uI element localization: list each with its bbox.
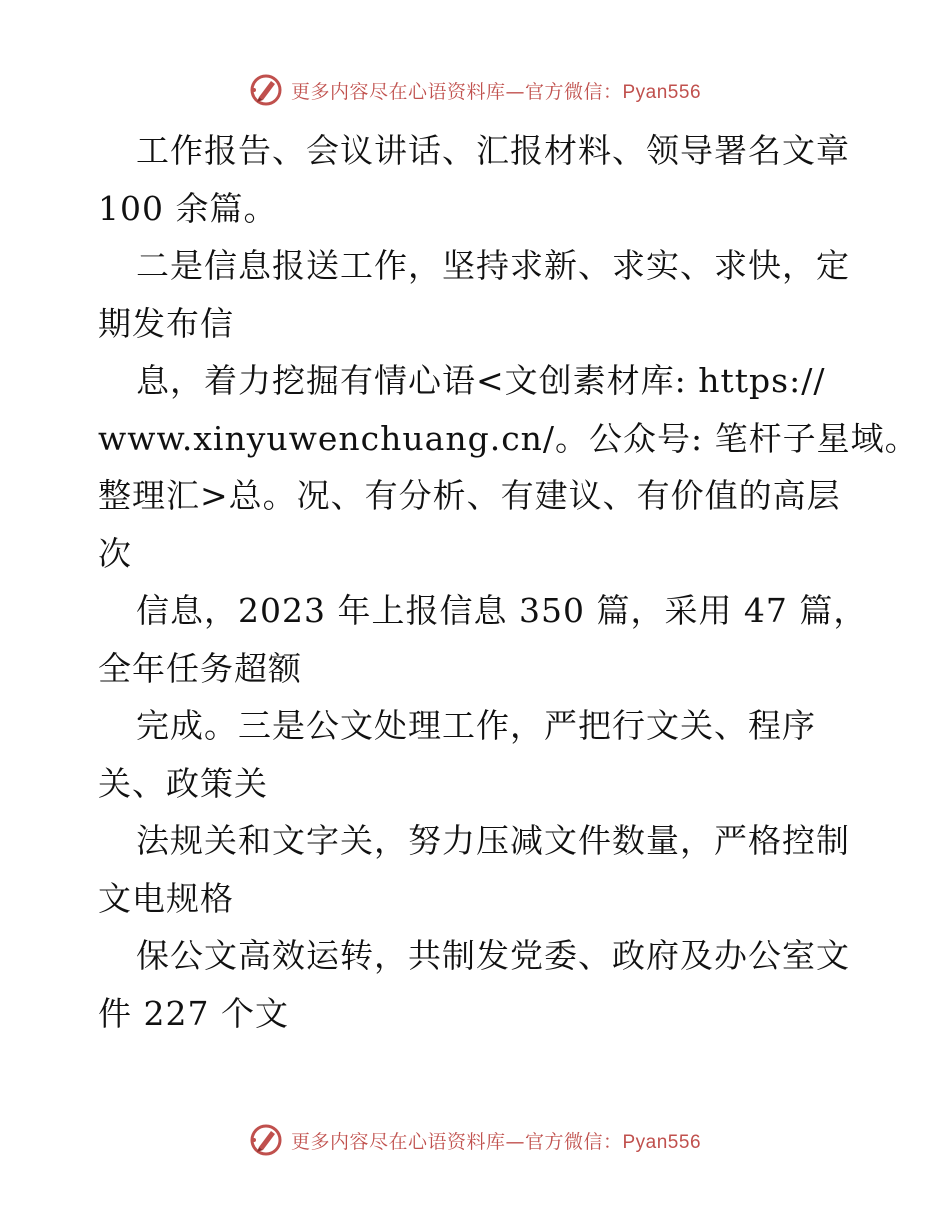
header-wechat-label: 官方微信： xyxy=(524,80,623,103)
footer-wechat-id: Pyan556 xyxy=(622,1131,702,1153)
body-line: 法规关和文字关，努力压减文件数量，严格控制 xyxy=(136,821,850,860)
footer-separator: — xyxy=(505,1130,525,1153)
header-banner-text xyxy=(291,77,701,104)
body-line: 信息，2023 年上报信息 350 篇，采用 47 篇， xyxy=(136,591,868,630)
body-line: 保公文高效运转，共制发党委、政府及办公室文 xyxy=(136,936,850,975)
pen-logo-icon xyxy=(249,1123,283,1157)
body-line: 件 227 个文 xyxy=(98,993,289,1033)
footer-banner xyxy=(0,1120,950,1160)
body-line: 关、政策关 xyxy=(98,763,268,803)
body-line: www.xinyuwenchuang.cn/。公众号: 笔杆子星域。 xyxy=(98,418,919,458)
body-line: 息，着力挖掘有情心语<文创素材库: https:// xyxy=(136,361,826,400)
body-line: 次 xyxy=(98,533,132,573)
pen-logo-icon xyxy=(249,73,283,107)
body-line: 文电规格 xyxy=(98,878,234,918)
header-separator: — xyxy=(505,80,525,103)
header-wechat-id: Pyan556 xyxy=(622,81,702,103)
footer-site-text: 更多内容尽在心语资料库 xyxy=(290,1130,506,1153)
body-line: 二是信息报送工作，坚持求新、求实、求快，定 xyxy=(136,246,850,285)
header-banner xyxy=(0,70,950,110)
body-line: 整理汇>总。况、有分析、有建议、有价值的高层 xyxy=(98,476,841,515)
header-site-text: 更多内容尽在心语资料库 xyxy=(290,80,506,103)
body-line: 期发布信 xyxy=(98,303,234,343)
body-line: 100 余篇。 xyxy=(98,188,278,228)
footer-wechat-label: 官方微信： xyxy=(524,1130,623,1153)
body-line: 工作报告、会议讲话、汇报材料、领导署名文章 xyxy=(136,131,850,170)
footer-banner-text xyxy=(291,1127,701,1154)
body-line: 全年任务超额 xyxy=(98,648,302,688)
body-line: 完成。三是公文处理工作，严把行文关、程序 xyxy=(136,706,816,745)
document-body xyxy=(98,122,919,1042)
